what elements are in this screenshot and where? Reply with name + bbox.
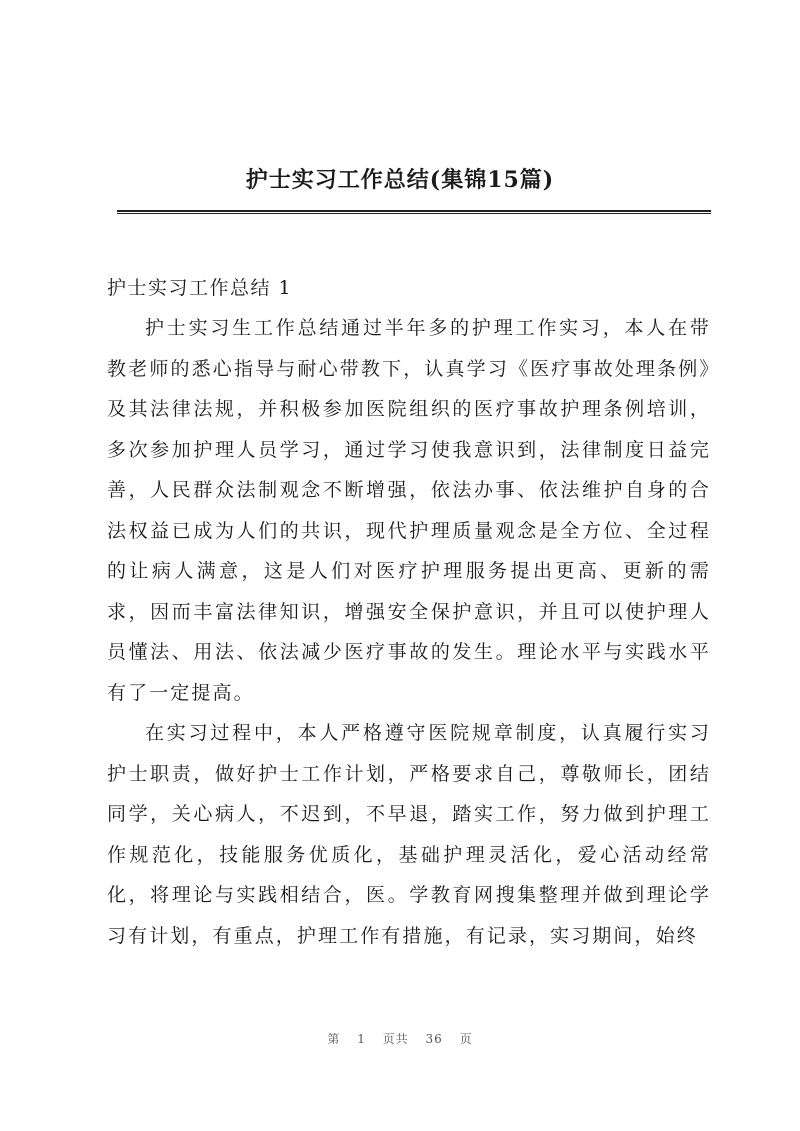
footer-prefix: 第 — [327, 1032, 341, 1046]
footer-suffix: 页 — [459, 1032, 473, 1046]
page-footer — [0, 1030, 800, 1047]
document-body — [107, 268, 711, 956]
footer-page-number: 1 — [357, 1032, 366, 1046]
title-divider — [117, 210, 711, 214]
paragraph-2: 在实习过程中，本人严格遵守医院规章制度，认真履行实习护士职责，做好护士工作计划，严格要求自己，尊敬师长，团结同学，关心病人，不迟到，不早退，踏实工作，努力做到护理工作规范化，技能服务优质化，基础护理灵活化，爱心活动经常化，将理论与实践相结合，医。学教育网搜集整理并做到理论学习有计划，有重点，护理工作有措施，有记录，实习期间，始终 — [107, 722, 711, 947]
page-title: 护士实习工作总结(集锦15篇) — [245, 167, 555, 193]
section-heading: 护士实习工作总结 1 — [107, 277, 293, 299]
footer-middle: 页共 — [382, 1032, 409, 1046]
footer-total-pages: 36 — [425, 1032, 443, 1046]
paragraph-1: 护士实习生工作总结通过半年多的护理工作实习，本人在带教老师的悉心指导与耐心带教下，认真学习《医疗事故处理条例》及其法律法规，并积极参加医院组织的医疗事故护理条例培训，多次参加护理人员学习，通过学习使我意识到，法律制度日益完善，人民群众法制观念不断增强，依法办事、依法维护自身的合法权益已成为人们的共识，现代护理质量观念是全方位、全过程的让病人满意，这是人们对医疗护理服务提出更高、更新的需求，因而丰富法律知识，增强安全保护意识，并且可以使护理人员懂法、用法、依法减少医疗事故的发生。理论水平与实践水平有了一定提高。 — [107, 317, 711, 704]
